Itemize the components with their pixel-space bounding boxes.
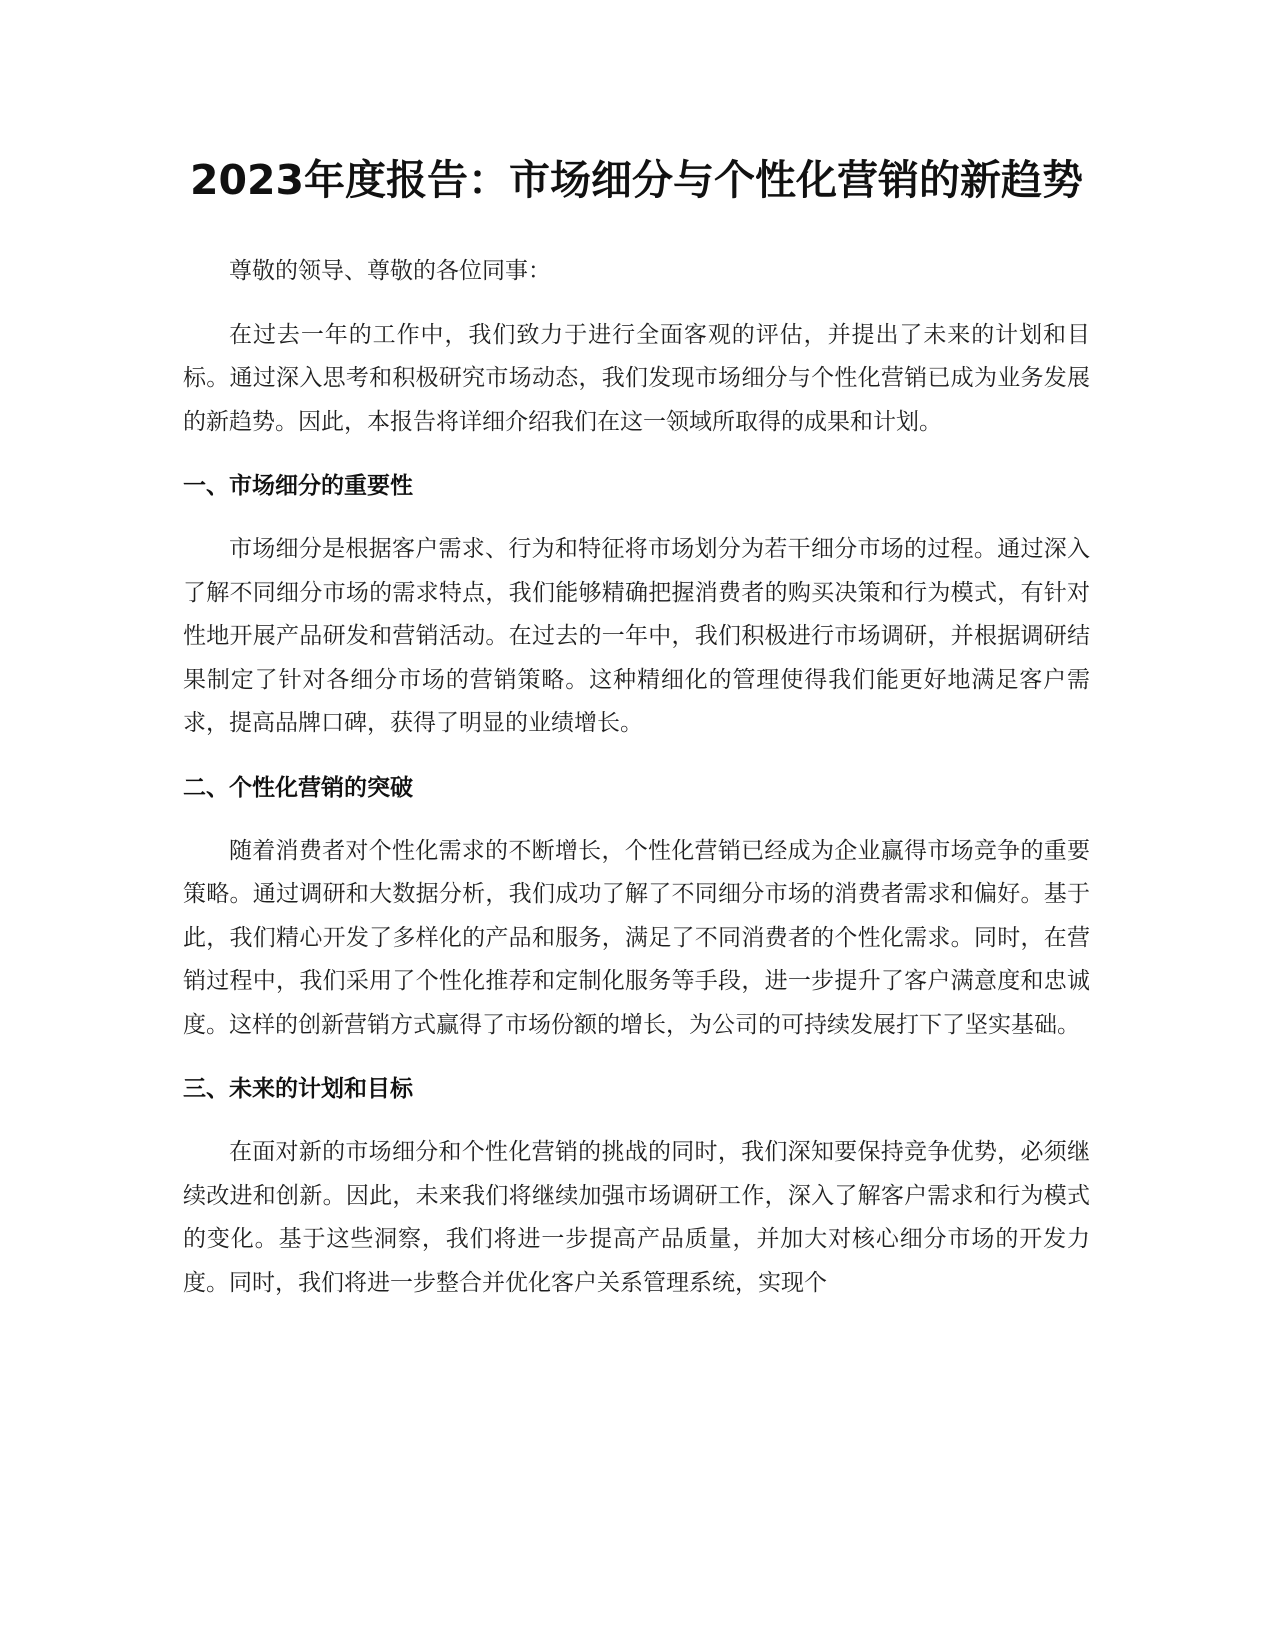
section-heading-3: 三、未来的计划和目标 — [183, 1076, 413, 1102]
section-heading-2: 二、个性化营销的突破 — [183, 774, 413, 801]
document-title: 2023年度报告：市场细分与个性化营销的新趋势 — [189, 156, 1084, 204]
document-content — [183, 140, 1090, 1325]
salutation: 尊敬的领导、尊敬的各位同事： — [229, 258, 551, 284]
section-body-1: 市场细分是根据客户需求、行为和特征将市场划分为若干细分市场的过程。通过深入了解不同细分市场的需求特点，我们能够精确把握消费者的购买决策和行为模式，有针对性地开展产品研发和营销活动。在过去的一年中，我们积极进行市场调研，并根据调研结果制定了针对各细分市场的营销策略。这种精细化的管理使得我们能更好地满足客户需求，提高品牌口碑，获得了明显的业绩增长。 — [183, 536, 1090, 736]
section-heading-1: 一、市场细分的重要性 — [183, 473, 413, 499]
section-body-3: 在面对新的市场细分和个性化营销的挑战的同时，我们深知要保持竞争优势，必须继续改进和创新。因此，未来我们将继续加强市场调研工作，深入了解客户需求和行为模式的变化。基于这些洞察，我们将进一步提高产品质量，并加大对核心细分市场的开发力度。同时，我们将进一步整合并优化客户关系管理系统，实现个 — [183, 1139, 1090, 1296]
intro-paragraph: 在过去一年的工作中，我们致力于进行全面客观的评估，并提出了未来的计划和目标。通过深入思考和积极研究市场动态，我们发现市场细分与个性化营销已成为业务发展的新趋势。因此，本报告将详细介绍我们在这一领域所取得的成果和计划。 — [183, 321, 1090, 435]
section-body-2: 随着消费者对个性化需求的不断增长，个性化营销已经成为企业赢得市场竞争的重要策略。通过调研和大数据分析，我们成功了解了不同细分市场的消费者需求和偏好。基于此，我们精心开发了多样化的产品和服务，满足了不同消费者的个性化需求。同时，在营销过程中，我们采用了个性化推荐和定制化服务等手段，进一步提升了客户满意度和忠诚度。这样的创新营销方式赢得了市场份额的增长，为公司的可持续发展打下了坚实基础。 — [183, 837, 1090, 1038]
